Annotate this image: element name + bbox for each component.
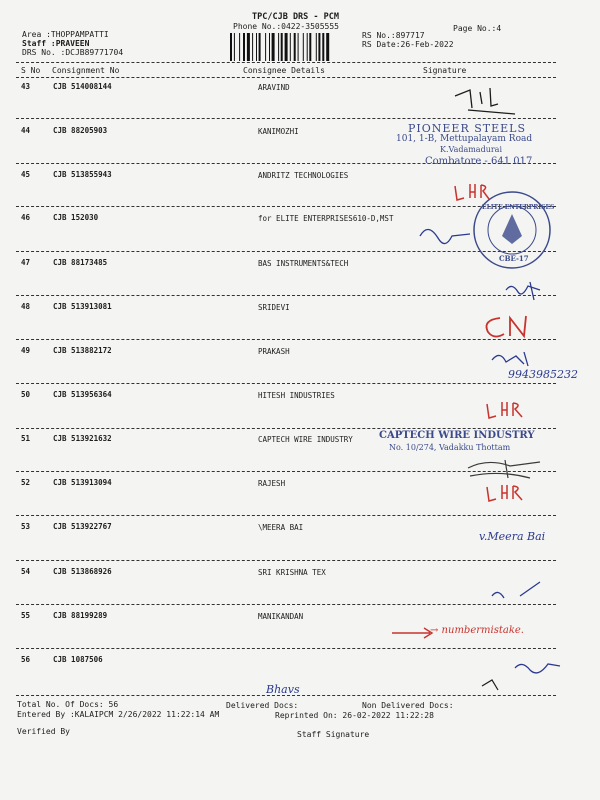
row-consignee: ARAVIND — [258, 83, 290, 92]
pioneer-stamp-name: PIONEER STEELS — [408, 122, 527, 135]
row-consignment: CJB 88173485 — [53, 258, 108, 267]
row-consignment: CJB 514008144 — [53, 82, 112, 91]
row-sno: 53 — [21, 522, 31, 531]
row-sno: 48 — [21, 302, 31, 311]
row-sno: 50 — [21, 390, 31, 399]
signature-mark — [420, 229, 470, 243]
col-consignee: Consignee Details — [243, 66, 325, 75]
signature-mark — [492, 352, 528, 366]
row-consignee: ANDRITZ TECHNOLOGIES — [258, 171, 349, 180]
pioneer-stamp-address: 101, 1-B, Mettupalayam Road — [396, 134, 533, 144]
row-sno: 45 — [21, 170, 31, 179]
delivered-docs: Delivered Docs: — [226, 701, 299, 710]
signature-mark — [515, 664, 560, 673]
signature-mark — [482, 680, 498, 690]
phone-number: Phone No.:0422-3505555 — [233, 22, 339, 31]
pioneer-stamp-city: Combatore - 641 017 — [425, 156, 533, 167]
handwritten-bhavs: Bhavs — [266, 683, 300, 696]
signature-mark — [487, 485, 522, 501]
handwritten-note: → numbermistake. — [430, 625, 524, 636]
row-consignment: CJB 513882172 — [53, 346, 112, 355]
signature-mark — [455, 88, 515, 114]
signature-mark — [506, 282, 540, 300]
row-sno: 44 — [21, 126, 31, 135]
handwritten-meera: v.Meera Bai — [479, 530, 546, 543]
row-sno: 46 — [21, 213, 31, 222]
row-consignee: PRAKASH — [258, 347, 290, 356]
pioneer-stamp-town: K.Vadamadurai — [440, 145, 503, 154]
signature-mark — [492, 582, 540, 598]
total-docs: Total No. Of Docs: 56 — [17, 700, 119, 709]
row-sno: 51 — [21, 434, 31, 443]
col-signature: Signature — [423, 66, 467, 75]
row-consignment: CJB 1087506 — [53, 655, 103, 664]
row-sno: 56 — [21, 655, 31, 664]
row-consignee: for ELITE ENTERPRISES610-D,MST — [258, 214, 394, 223]
row-consignment: CJB 513913081 — [53, 302, 112, 311]
row-consignment: CJB 513913094 — [53, 478, 112, 487]
row-consignment: CJB 152030 — [53, 213, 99, 222]
col-sno: S No — [21, 66, 41, 75]
row-consignment: CJB 88199289 — [53, 611, 108, 620]
row-consignment: CJB 513956364 — [53, 390, 112, 399]
document-title: TPC/CJB DRS - PCM — [252, 12, 339, 22]
elite-stamp-code: CBE-17 — [499, 254, 529, 263]
row-consignee: BAS INSTRUMENTS&TECH — [258, 259, 349, 268]
row-sno: 49 — [21, 346, 31, 355]
row-sno: 47 — [21, 258, 31, 267]
rs-date: RS Date:26-Feb-2022 — [362, 40, 454, 49]
arrow-icon — [392, 628, 432, 638]
row-consignment: CJB 513922767 — [53, 522, 112, 531]
handwritten-phone: 9943985232 — [508, 368, 578, 381]
row-consignee: \MEERA BAI — [258, 523, 304, 532]
row-consignment: CJB 88205903 — [53, 126, 108, 135]
rs-number: RS No.:897717 — [362, 31, 425, 40]
verified-by: Verified By — [17, 727, 70, 736]
row-consignee: KANIMOZHI — [258, 127, 299, 136]
drs-number: DRS No. :DCJB89771704 — [22, 48, 124, 57]
staff-label: Staff :PRAVEEN — [22, 39, 90, 48]
row-sno: 52 — [21, 478, 31, 487]
reprinted-on: Reprinted On: 26-02-2022 11:22:28 — [275, 711, 434, 720]
col-consignment: Consignment No — [52, 66, 120, 75]
row-consignee: SRIDEVI — [258, 303, 290, 312]
captech-stamp-address: No. 10/274, Vadakku Thottam — [389, 443, 511, 452]
row-consignment: CJB 513855943 — [53, 170, 112, 179]
page-number: Page No.:4 — [453, 24, 502, 33]
row-consignment: CJB 513868926 — [53, 567, 112, 576]
row-consignment: CJB 513921632 — [53, 434, 112, 443]
row-consignee: CAPTECH WIRE INDUSTRY — [258, 435, 353, 444]
signature-mark — [455, 184, 489, 200]
staff-signature-label: Staff Signature — [297, 730, 370, 739]
non-delivered-docs: Non Delivered Docs: — [362, 701, 454, 710]
row-consignee: HITESH INDUSTRIES — [258, 391, 335, 400]
row-consignee: SRI KRISHNA TEX — [258, 568, 326, 577]
row-sno: 55 — [21, 611, 31, 620]
row-sno: 43 — [21, 82, 31, 91]
row-sno: 54 — [21, 567, 31, 576]
row-consignee: RAJESH — [258, 479, 286, 488]
row-consignee: MANIKANDAN — [258, 612, 304, 621]
signature-mark — [468, 460, 540, 478]
elite-stamp-name: ELITE ENTERPRISES — [482, 204, 555, 211]
signature-mark — [487, 402, 522, 418]
entered-by: Entered By :KALAIPCM 2/26/2022 11:22:14 AM — [17, 710, 220, 719]
area-label: Area :THOPPAMPATTI — [22, 30, 109, 39]
signature-mark — [487, 316, 527, 337]
captech-stamp-name: CAPTECH WIRE INDUSTRY — [379, 430, 535, 441]
